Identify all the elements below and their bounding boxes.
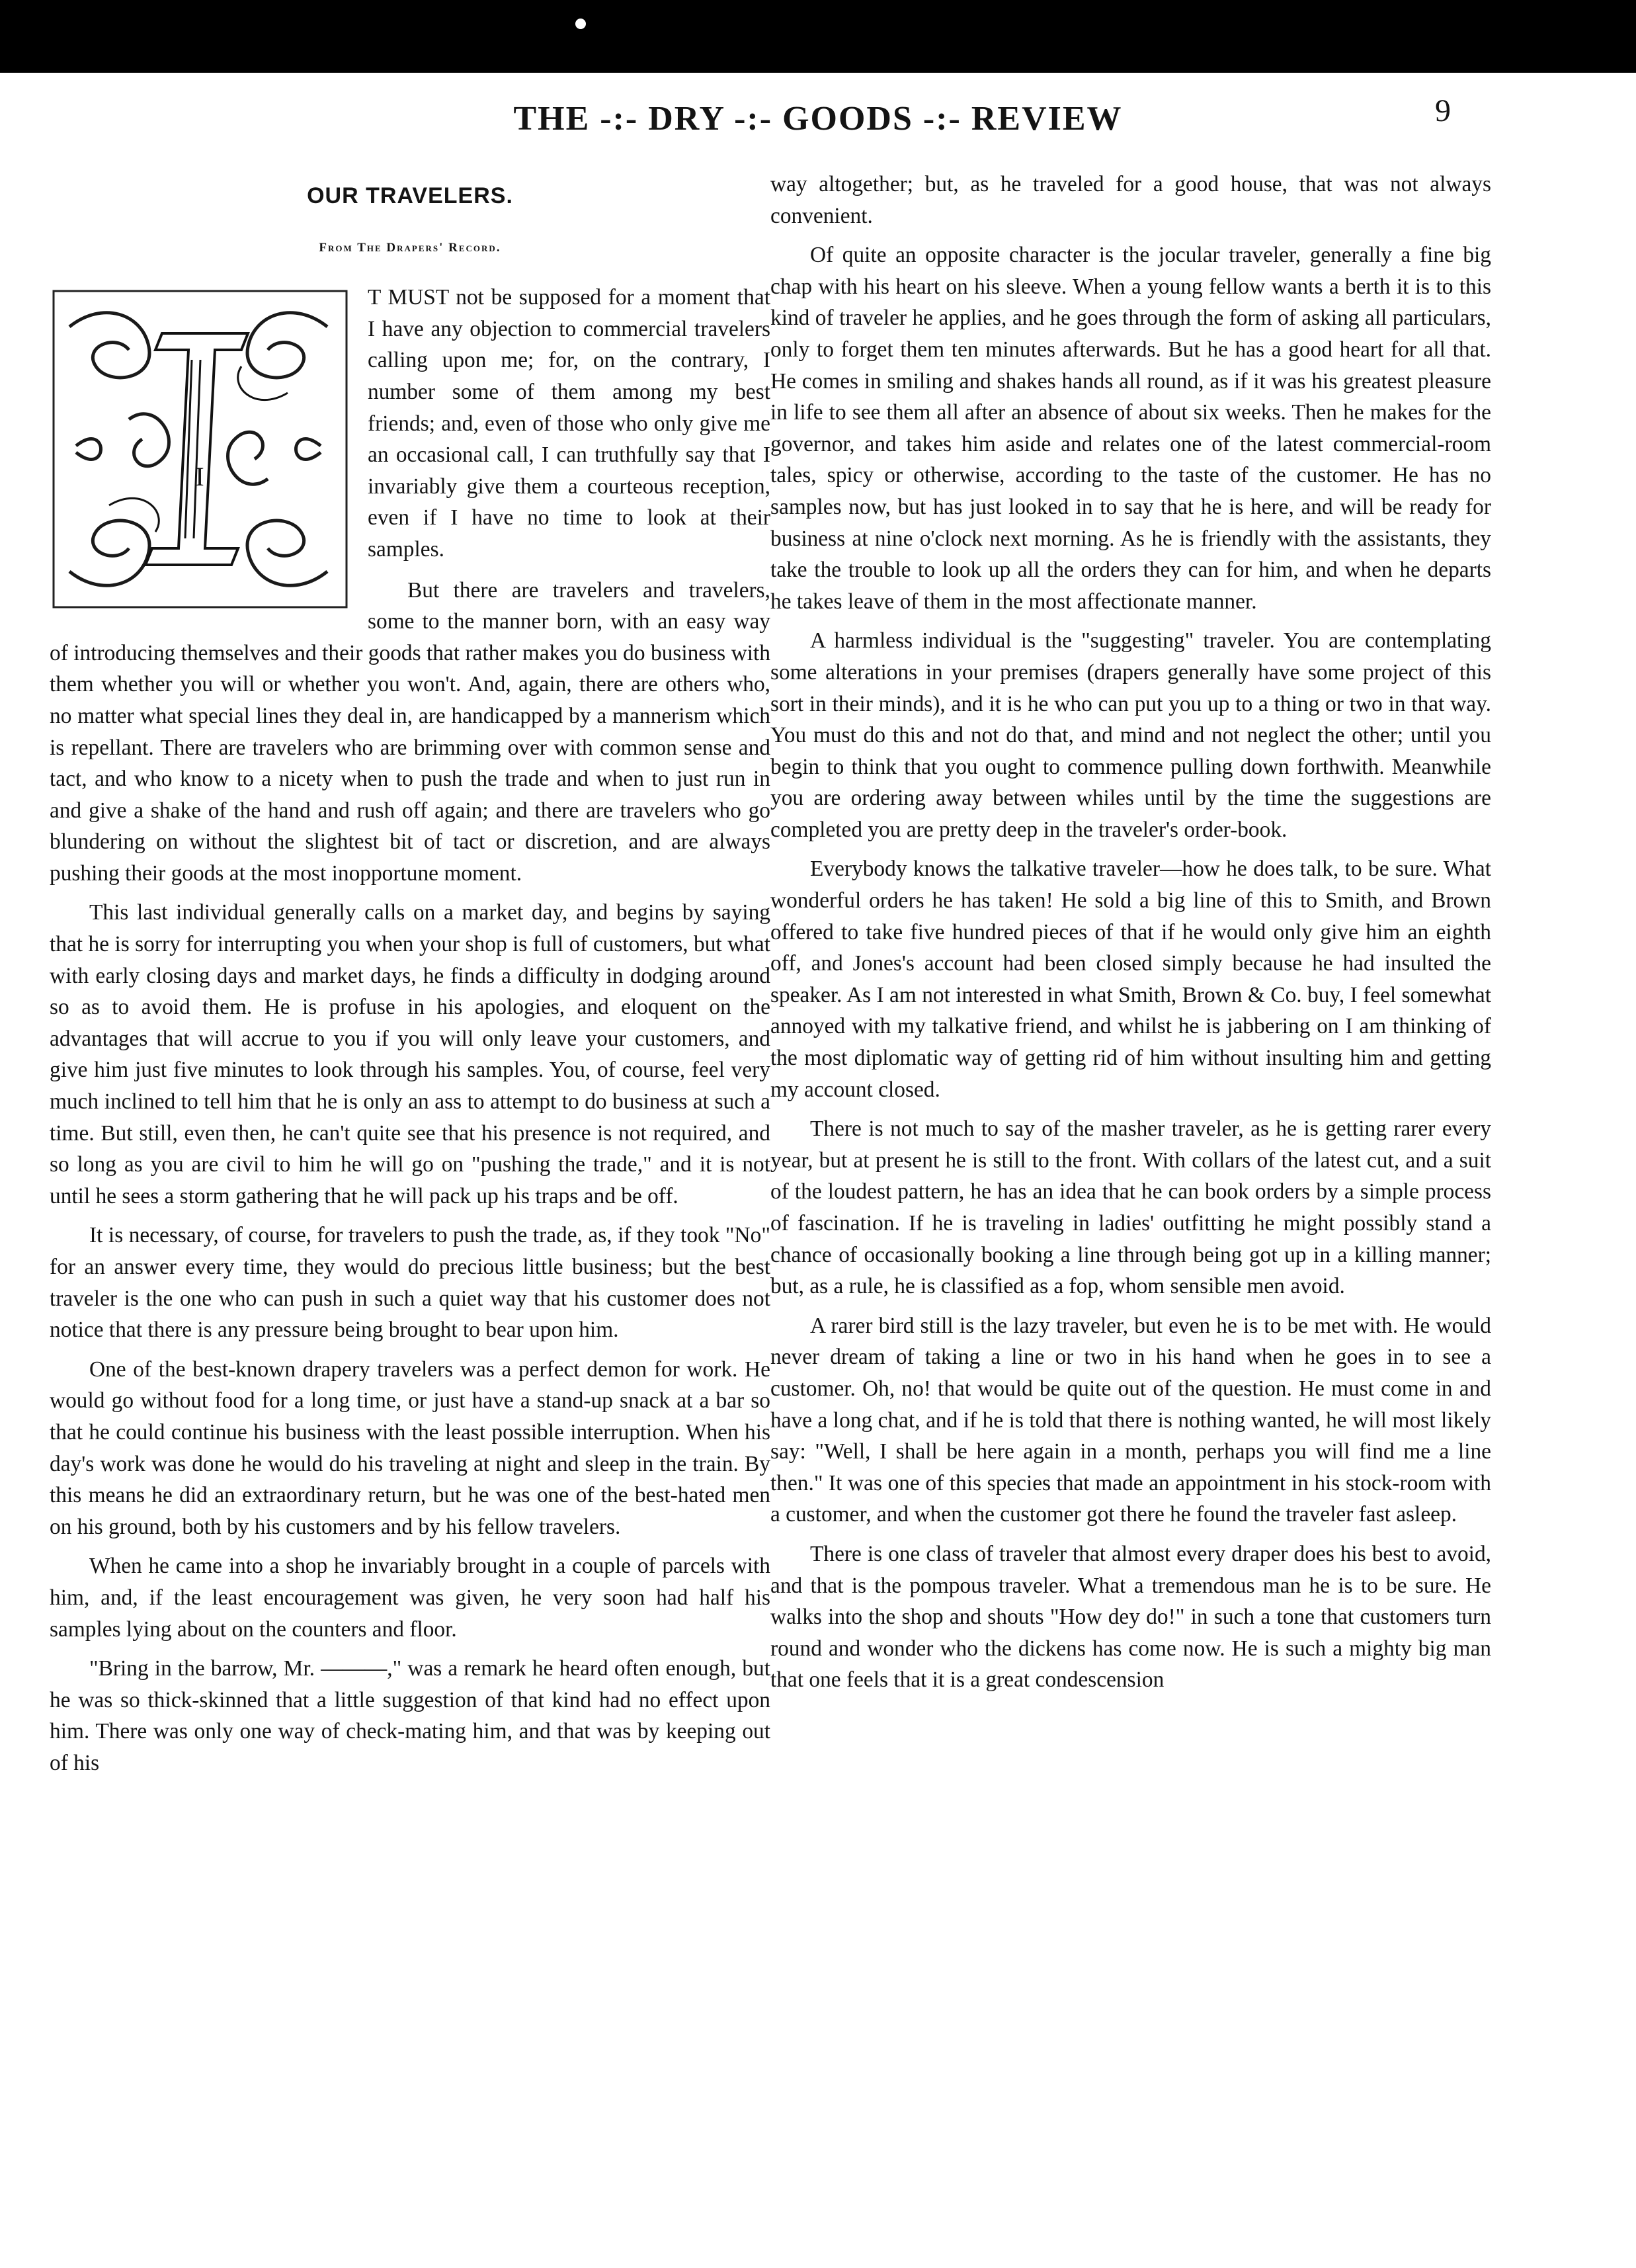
page-number: 9 [1435, 93, 1451, 128]
masthead: THE -:- DRY -:- GOODS -:- REVIEW [513, 100, 1123, 138]
article-title: OUR TRAVELERS. [307, 183, 513, 208]
paragraph: "Bring in the barrow, Mr. ———," was a remark he heard often enough, but he was so thick-skinned that a little suggestion of that kind had no effect upon him. There was only one way of check-mating him, and that was by keeping out of his [50, 1656, 770, 1775]
left-column [50, 169, 770, 1787]
paragraph: This last individual generally calls on a market day, and begins by saying that he is sorry for interrupting you when your shop is full of customers, but what with early closing days and market days, he finds a difficulty in dodging around so as to avoid them. He is profuse in his apologies, and eloquent on the advantages that will accrue to you if you will only leave your customers, and give him just five minutes to look through his samples. You, of course, feel very much inclined to tell him that he is only an ass to attempt to do business at such a time. But still, even then, he can't quite see that his presence is not required, and so long as you are civil to him he will go on "pushing the trade," and it is not until he sees a storm gathering that he will pack up his traps and be off. [50, 900, 770, 1208]
paragraph: way altogether; but, as he traveled for a good house, that was not always convenient. [770, 172, 1491, 228]
right-column [770, 169, 1491, 1704]
paragraph: A rarer bird still is the lazy traveler, but even he is to be met with. He would never dream of taking a line or two in his hand when he goes in to see a customer. Oh, no! that would be quite out of the question. He must come in and have a long chat, and if he is told that there is nothing wanted, he will most likely say: "Well, I shall be here again in a month, perhaps you will find me a line then." It was one of this species that made an appointment in his stock-room with a customer, and when the customer got there he found the traveler fast asleep. [770, 1313, 1491, 1527]
paragraph: It is necessary, of course, for travelers to push the trade, as, if they took "No" for an answer every time, they would do precious little business; but the best traveler is the one who can push in such a quiet way that his customer does not notice that there is any pressure being brought to bear upon him. [50, 1223, 770, 1343]
paragraph: Of quite an opposite character is the jocular traveler, generally a fine big chap with his heart on his sleeve. When a young fellow wants a berth it is to this kind of traveler he applies, and he goes through the form of asking all particulars, only to forget them ten minutes afterwards. But he has a good heart for all that. He comes in smiling and shakes hands all round, as if it was his greatest pleasure in life to see them all after an absence of about six weeks. Then he makes for the governor, and takes him aside and relates one of the latest commercial-room tales, spicy or otherwise, according to the taste of the customer. He has no samples now, but has just looked in to say that he is here, and will be ready for business at nine o'clock next morning. As he is friendly with the assistants, they take the trouble to look up all the orders they can for him, and when he departs he takes leave of them in the most affectionate manner. [770, 243, 1491, 614]
paragraph: But there are travelers and travelers, some to the manner born, with an easy way of introducing themselves and their goods that rather makes you do business with them whether you will or whether you won't. And, again, there are others who, no matter what special lines they deal in, are handicapped by a mannerism which is repellant. There are travelers who are brimming over with common sense and tact, and who know to a nicety when to push the trade and when to just run in and give a shake of the hand and rush off again; and there are travelers who go blundering on without the slightest bit of tact or discretion, and are always pushing their goods at the most inopportune moment. [50, 577, 770, 886]
paragraph: There is one class of traveler that almost every draper does his best to avoid, and that is the pompous traveler. What a tremendous man he is to be sure. He walks into the shop and shouts "How dey do!" in such a tone that customers turn round and wonder who the dickens has come now. He is such a mighty big man that one feels that it is a great condescension [770, 1541, 1491, 1693]
article-source: From The Drapers' Record. [319, 240, 501, 255]
paragraph: T MUST not be supposed for a moment that I have any objection to commercial travelers calling upon me; for, on the contrary, I number some of them among my best friends; and, even of those who only give me an occasional call, I can truthfully say that I invariably give them a courteous reception, even if I have no time to look at their samples. [368, 285, 770, 562]
paragraph: A harmless individual is the "suggesting" traveler. You are contemplating some alterations in your premises (drapers generally have some project of this sort in their minds), and it is he who can put you up to a thing or two in that way. You must do this and not do that, and mind and not neglect the other; until you begin to think that you ought to commence pulling down forthwith. Meanwhile you are ordering away between whiles until by the time the suggestions are completed you are pretty deep in the traveler's order-book. [770, 628, 1491, 842]
dropcap-letter: I [195, 462, 204, 492]
scan-hole-mark [575, 19, 586, 29]
paragraph: When he came into a shop he invariably brought in a couple of parcels with him, and, if the least encouragement was given, he very soon had half his samples lying about on the counters and floor. [50, 1554, 770, 1642]
paragraph: One of the best-known drapery travelers was a perfect demon for work. He would go without food for a long time, or just have a stand-up snack at a bar so that he could continue his business with the least possible interruption. When his day's work was done he would do his traveling at night and sleep in the train. By this means he did an extraordinary return, but he was one of the best-hated men on his ground, both by his customers and by his fellow travelers. [50, 1357, 770, 1539]
ornamental-dropcap-icon [50, 287, 350, 611]
paragraph: Everybody knows the talkative traveler—how he does talk, to be sure. What wonderful orders he has taken! He sold a big line of this to Smith, and Brown offered to take five hundred pieces of that if he would only give him an eighth off, and Jones's account had been closed simply because he had insulted the speaker. As I am not interested in what Smith, Brown & Co. buy, I feel somewhat annoyed with my talkative friend, and whilst he is jabbering on I am thinking of the most diplomatic way of getting rid of him without insulting him and getting my account closed. [770, 857, 1491, 1102]
paragraph: There is not much to say of the masher traveler, as he is getting rarer every year, but at present he is still to the front. With collars of the latest cut, and a suit of the loudest pattern, he has an idea that he can book orders by a simple process of fascination. If he is traveling in ladies' outfitting he might possibly stand a chance of occasionally booking a line through being got up in a killing manner; but, as a rule, he is classified as a fop, whom sensible men avoid. [770, 1116, 1491, 1299]
